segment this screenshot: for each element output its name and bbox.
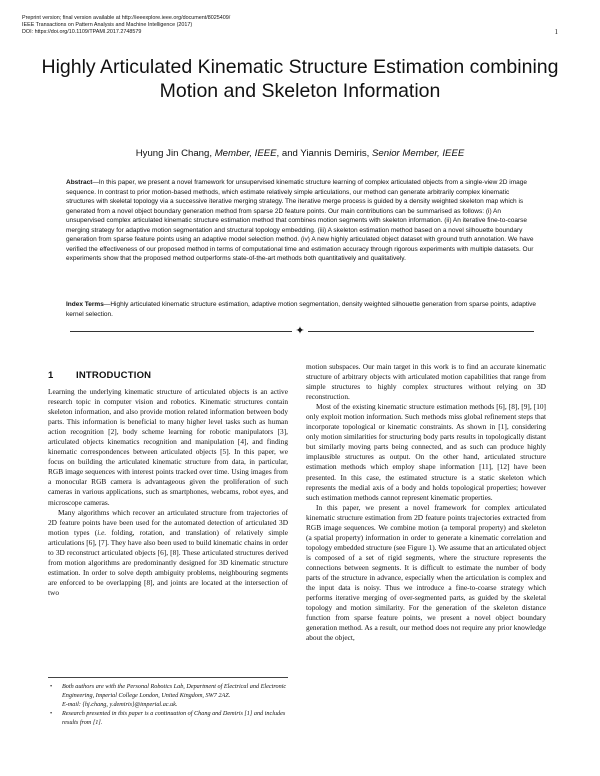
preprint-line-2: IEEE Transactions on Pattern Analysis and Machine Intelligence (2017) [22,22,193,28]
author-1-role: Member, IEEE [214,148,277,159]
index-terms-text: —Highly articulated kinematic structure estimation, adaptive motion segmentation, density weighted silhouette generation from sparse points, adaptive kernel selection. [66,301,536,318]
author-line [40,148,560,159]
footnote-email: E-mail: {hj.chang, y.demiris}@imperial.ac.uk. [62,701,178,708]
footnote-rule [48,677,288,678]
footnote-bullet: • [50,710,53,717]
right-paragraph-2: Most of the existing kinematic structure estimation methods [6], [8], [9], [10] only exploit motion information. Such methods miss global refinement steps that incorporate topological or kinematic constraints. As shown in [1], considering only motion similarities for structuring body parts results in topologically distant but similarly moving parts being connected, and as such can produce highly implausible structures as output. On the other hand, articulated structure estimation methods which employ shape information [11], [12] have been presented. In this case, the estimated structure is a static skeleton which represents the medial axis of a body and holds topological properties; however such estimation methods cannot represent kinematic properties. [306,402,546,502]
right-paragraph-1: motion subspaces. Our main target in this work is to find an accurate kinematic structure of arbitrary objects with articulated motion capabilities that range from simple structures to highly complex structures without relying on 3D reconstruction. [306,362,546,402]
left-paragraph-1: Learning the underlying kinematic structure of articulated objects is an active research topic in computer vision and robotics. Kinematic structures contain skeleton information, and also provide motion related information between body parts. This information is beneficial to many higher level tasks such as human action recognition [2], body scheme learning for robotic manipulators [3], articulated objects kinematics recognition and manipulation [4], and finding kinematic correspondences between articulated objects [5]. In this paper, we focus on building the articulated kinematic structure from data, in particular, RGB image sequences with interest points tracked over time. Using images from a monocular RGB camera is advantageous given the proliferation of such cameras in various applications, such as smartphones, webcams, robot eyes, and microscope cameras. [48,387,288,507]
paper-title: Highly Articulated Kinematic Structure Estimation combining Motion and Skeleton Information [41,56,559,102]
abstract-label: Abstract [66,179,93,186]
author-1: Hyung Jin Chang, [135,148,215,159]
right-paragraph-3: In this paper, we present a novel framework for complex articulated kinematic structure estimation from 2D feature points trajectories extracted from RGB image sequences. We combine motion (a temporal property) and skeleton (a spatial property) information in order to generate a kinematic correlation and topology embedded structure (see Figure 1). We assume that an articulated object is composed of a set of rigid segments, where the structure represents the connections between segments. It is difficult to estimate the number of body parts of the structure in advance, especially when the articulation is complex and the input data is noisy. Thus we introduce a fine-to-coarse strategy which performs iterative merging of over-segmented parts, as guided by the skeletal topology and motion similarity. For the generation of the skeleton distance function from sparse feature points, we present a novel object boundary generation method. As a result, our method does not require any prior knowledge about the object, [306,502,546,643]
preprint-notice [22,15,442,36]
author-conjunction: , and Yiannis Demiris, [276,148,372,159]
separator-diamond-icon: ✦ [292,325,308,337]
footnote-2: • Research presented in this paper is a continuation of Chang and Demiris [1] and includes results from [1]. [50,710,286,726]
footnote-bullet: • [50,683,53,690]
preprint-line-3: DOI: https://doi.org/10.1109/TPAMI.2017.2748579 [22,29,142,35]
index-terms [66,300,538,319]
section-title: INTRODUCTION [76,370,152,381]
left-column [48,387,288,598]
section-number: 1 [48,370,54,381]
footnote-1: • Both authors are with the Personal Robotics Lab, Department of Electrical and Electronic Engineering, Imperial College London, United Kingdom, SW7 2AZ. E-mail: {hj.chang, y.demiris}@imperial.ac.uk. [50,683,287,708]
index-terms-label: Index Terms [66,301,104,308]
left-paragraph-2: Many algorithms which recover an articulated structure from trajectories of 2D feature points have been used for the automated detection of articulated 3D motion types (i.e. folding, rotation, and translation) of relatively simple articulations [6], [7]. They have also been used to build kinematic chains in order to 3D reconstruct articulated objects [6], [8]. These articulated structures derived from motion algorithms are predominantly designed for 3D kinematic structure estimation. In order to solve depth ambiguity problems, neighbouring segments are enforced to be overlapping [8], and joints are located at the intersection of two [48,507,288,597]
footnotes [48,682,288,727]
right-column [306,362,546,643]
page-number: 1 [554,28,558,36]
author-2-role: Senior Member, IEEE [372,148,465,159]
abstract-text: —In this paper, we present a novel framework for unsupervised kinematic structure learning of complex articulated objects from a single-view 2D image sequence. In contrast to prior motion-based methods, which estimate relatively simple articulations, our method can generate arbitrarily complex kinematic structures with skeletal topology via a successive iterative merging strategy. The iterative merge process is guided by a density weighted skeleton map which is generated from a novel object boundary generation method from sparse 2D feature points. Our main contributions can be summarised as follows: (i) An unsupervised complex articulated kinematic structure estimation method that combines motion segments with skeleton information. (ii) An iterative fine-to-coarse merging strategy for adaptive motion segmentation and structural topology embedding. (iii) A skeleton estimation method based on a novel silhouette boundary generation from sparse feature points using an adaptive model selection method. (iv) A new highly articulated object dataset with ground truth annotation. We have verified the effectiveness of our proposed method in terms of computational time and estimation accuracy through rigorous experiments with multiple datasets. Our experiments show that the proposed method outperforms state-of-the-art methods both quantitatively and qualitatively. [66,179,534,262]
preprint-line-1: Preprint version; final version available at http://ieeexplore.ieee.org/document/8025409/ [22,15,231,21]
abstract [66,178,538,264]
section-heading [48,370,151,381]
